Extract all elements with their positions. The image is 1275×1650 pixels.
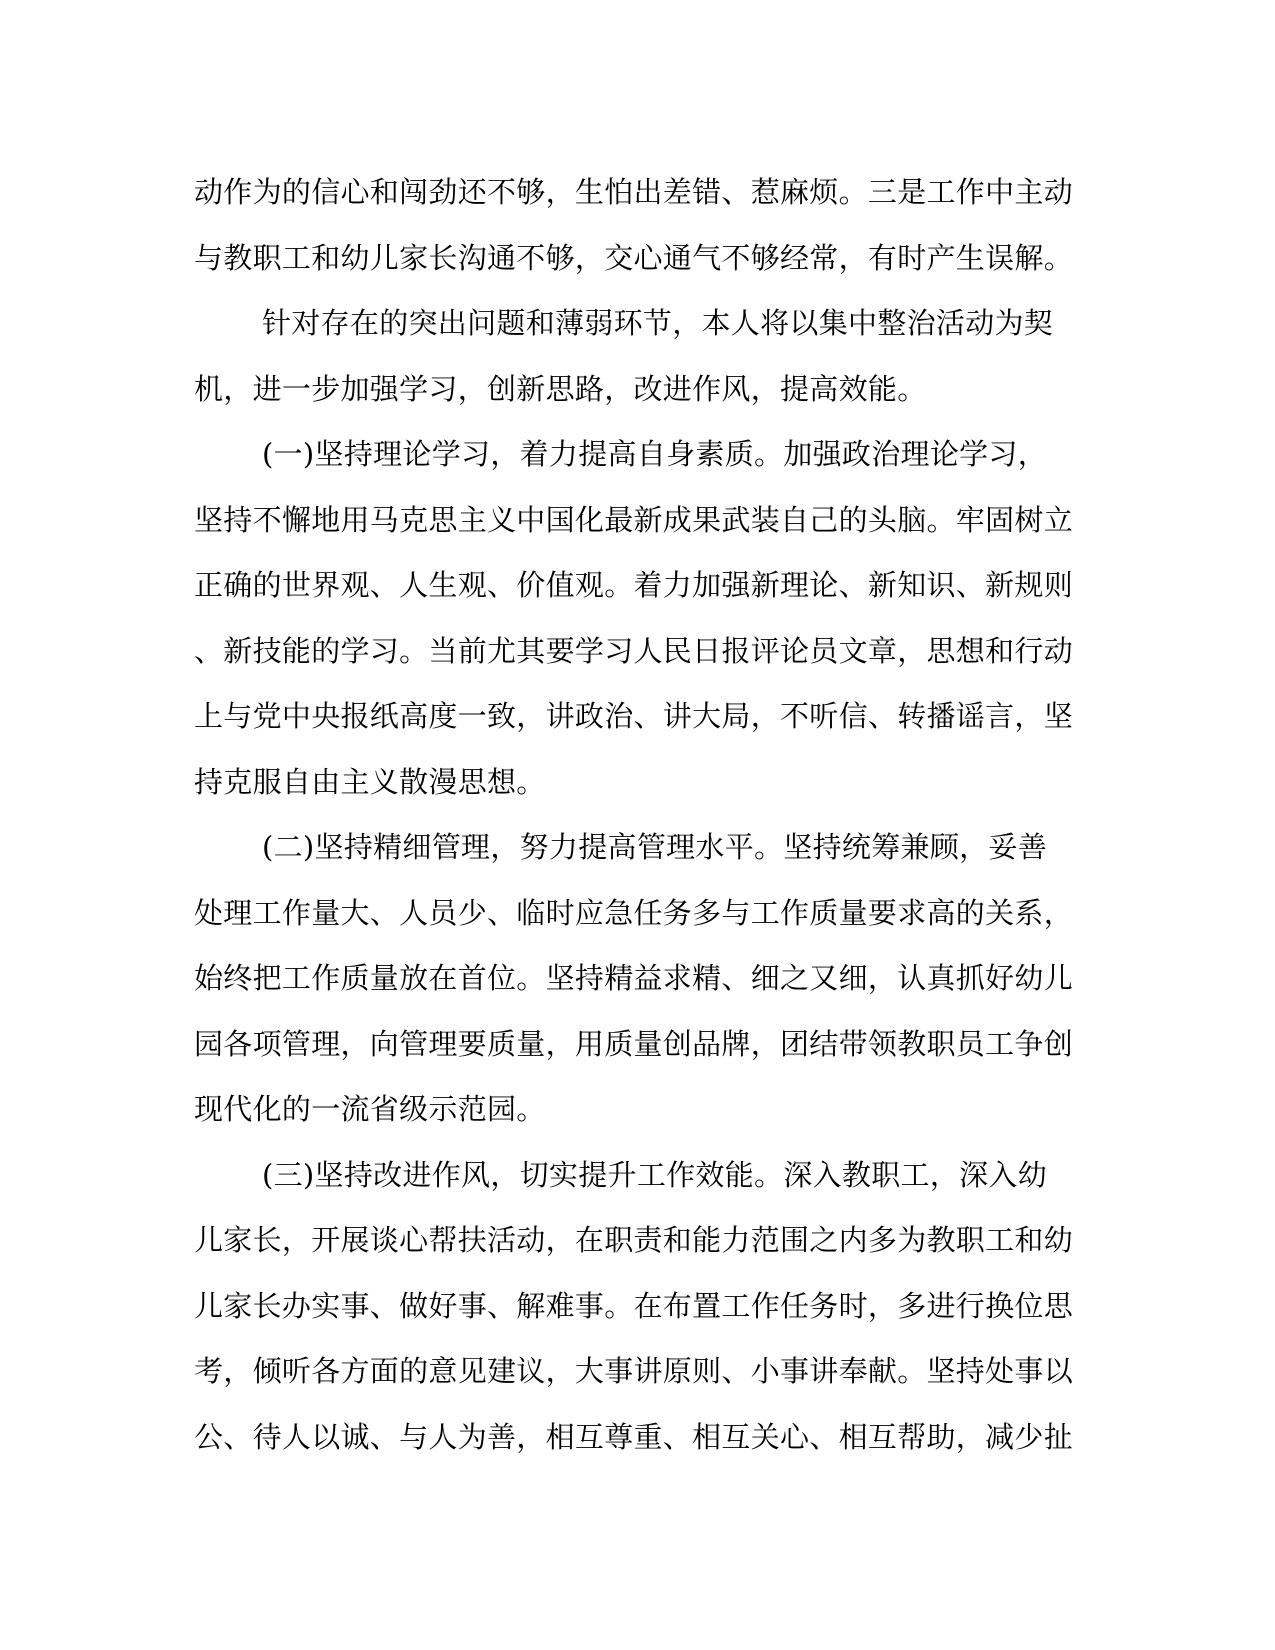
text-line: 与教职工和幼儿家长沟通不够，交心通气不够经常，有时产生误解。	[194, 240, 1074, 275]
text-line: 正确的世界观、人生观、价值观。着力加强新理论、新知识、新规则	[194, 568, 1074, 602]
text-line: 现代化的一流省级示范园。	[194, 1092, 546, 1126]
document-body	[194, 160, 1074, 1470]
text-line: 儿家长办实事、做好事、解难事。在布置工作任务时，多进行换位思	[194, 1288, 1074, 1323]
text-line: 儿家长，开展谈心帮扶活动，在职责和能力范围之内多为教职工和幼	[194, 1223, 1074, 1257]
text-line: 考，倾听各方面的意见建议，大事讲原则、小事讲奉献。坚持处事以	[194, 1354, 1074, 1388]
text-line: 动作为的信心和闯劲还不够，生怕出差错、惹麻烦。三是工作中主动	[194, 175, 1074, 209]
text-line: 始终把工作质量放在首位。坚持精益求精、细之又细，认真抓好幼儿	[194, 961, 1074, 995]
text-line: (三)坚持改进作风，切实提升工作效能。深入教职工，深入幼	[262, 1157, 1048, 1192]
text-line: 园各项管理，向管理要质量，用质量创品牌，团结带领教职员工争创	[194, 1026, 1074, 1061]
text-line: (一)坚持理论学习，着力提高自身素质。加强政治理论学习，	[262, 437, 1048, 471]
text-line: 上与党中央报纸高度一致，讲政治、讲大局，不听信、转播谣言，坚	[194, 699, 1074, 733]
text-line: 针对存在的突出问题和薄弱环节，本人将以集中整治活动为契	[262, 306, 1054, 340]
text-line: 坚持不懈地用马克思主义中国化最新成果武装自己的头脑。牢固树立	[194, 502, 1074, 537]
text-line: 处理工作量大、人员少、临时应急任务多与工作质量要求高的关系，	[194, 895, 1074, 930]
text-line: 机，进一步加强学习，创新思路，改进作风，提高效能。	[194, 371, 927, 406]
text-line: 持克服自由主义散漫思想。	[194, 764, 546, 799]
text-line: 、新技能的学习。当前尤其要学习人民日报评论员文章，思想和行动	[194, 633, 1074, 668]
text-line: (二)坚持精细管理，努力提高管理水平。坚持统筹兼顾，妥善	[262, 830, 1048, 864]
text-line: 公、待人以诚、与人为善，相互尊重、相互关心、相互帮助，减少扯	[194, 1419, 1074, 1454]
